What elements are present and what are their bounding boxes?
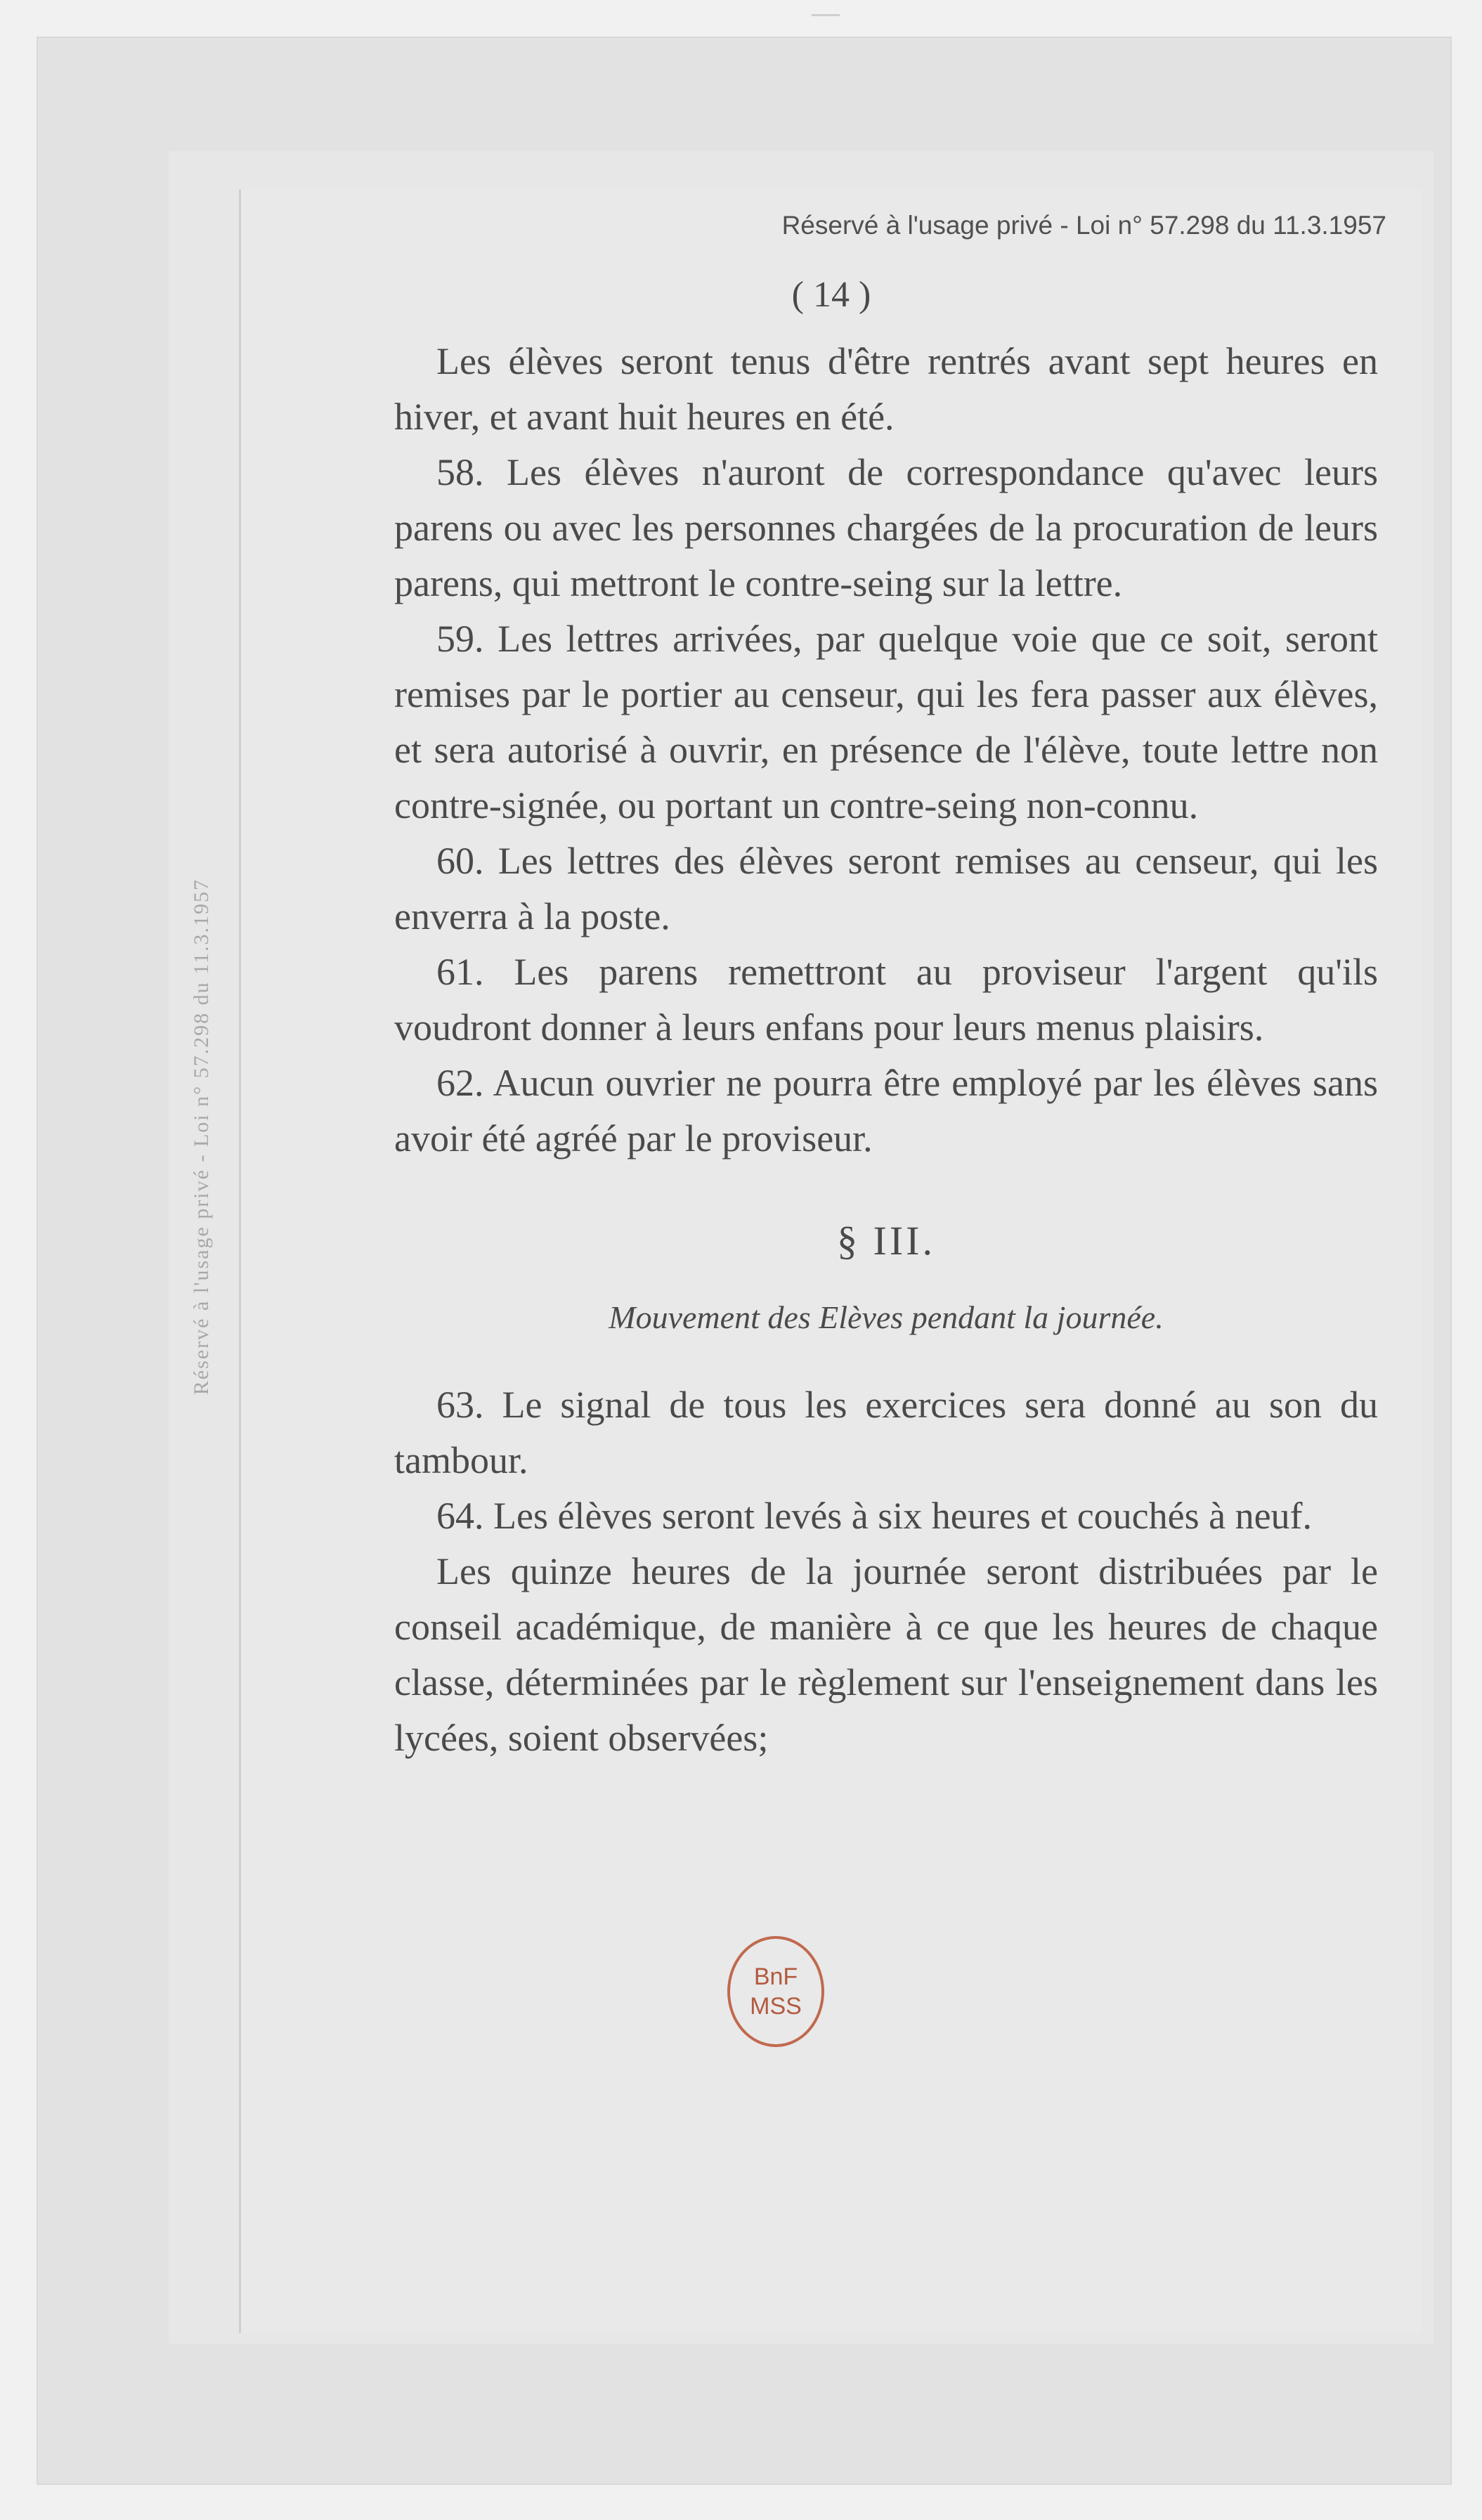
body-text [394,334,1378,1766]
stamp-line-1: BnF [753,1963,798,1990]
stamp-line-2: MSS [750,1993,802,2020]
paragraph-article-60: 60. Les lettres des élèves seront remises au censeur, qui les enverra à la poste. [394,840,1378,937]
top-edge-mark [812,14,840,16]
paragraph: Les élèves seront tenus d'être rentrés avant sept heures en hiver, et avant huit heures en été. [394,340,1378,438]
reserve-notice: Réservé à l'usage privé - Loi n° 57.298 du 11.3.1957 [781,211,1386,240]
paragraph-article-63: 63. Le signal de tous les exercices sera donné au son du tambour. [394,1384,1378,1481]
section-title: § III. [837,1218,935,1264]
section-subtitle: Mouvement des Elèves pendant la journée. [609,1299,1164,1335]
paragraph-article-62: 62. Aucun ouvrier ne pourra être employé par les élèves sans avoir été agréé par le proviseur. [394,1062,1378,1160]
paragraph: Les quinze heures de la journée seront distribuées par le conseil académique, de manière à ce que les heures de chaque classe, déterminées par le règlement sur l'enseignement dans les lycées, soient observées; [394,1550,1378,1759]
paragraph-article-61: 61. Les parens remettront au proviseur l'argent qu'ils voudront donner à leurs enfans pour leurs menus plaisirs. [394,951,1378,1048]
paragraph-article-58: 58. Les élèves n'auront de correspondance qu'avec leurs parens ou avec les personnes chargées de la procuration de leurs parens, qui mettront le contre-seing sur la lettre. [394,451,1378,604]
paragraph-article-59: 59. Les lettres arrivées, par quelque voie que ce soit, seront remises par le portier au censeur, qui les fera passer aux élèves, et sera autorisé à ouvrir, en présence de l'élève, toute lettre non contre-signée, ou portant un contre-seing non-connu. [394,618,1378,826]
paragraph-article-64: 64. Les élèves seront levés à six heures et couchés à neuf. [436,1495,1313,1537]
spine-reserve-notice: Réservé à l'usage privé - Loi n° 57.298 du 11.3.1957 [190,878,213,1396]
bnf-stamp [727,1936,824,2047]
document-page [239,190,1422,2333]
page-number: ( 14 ) [791,275,871,315]
